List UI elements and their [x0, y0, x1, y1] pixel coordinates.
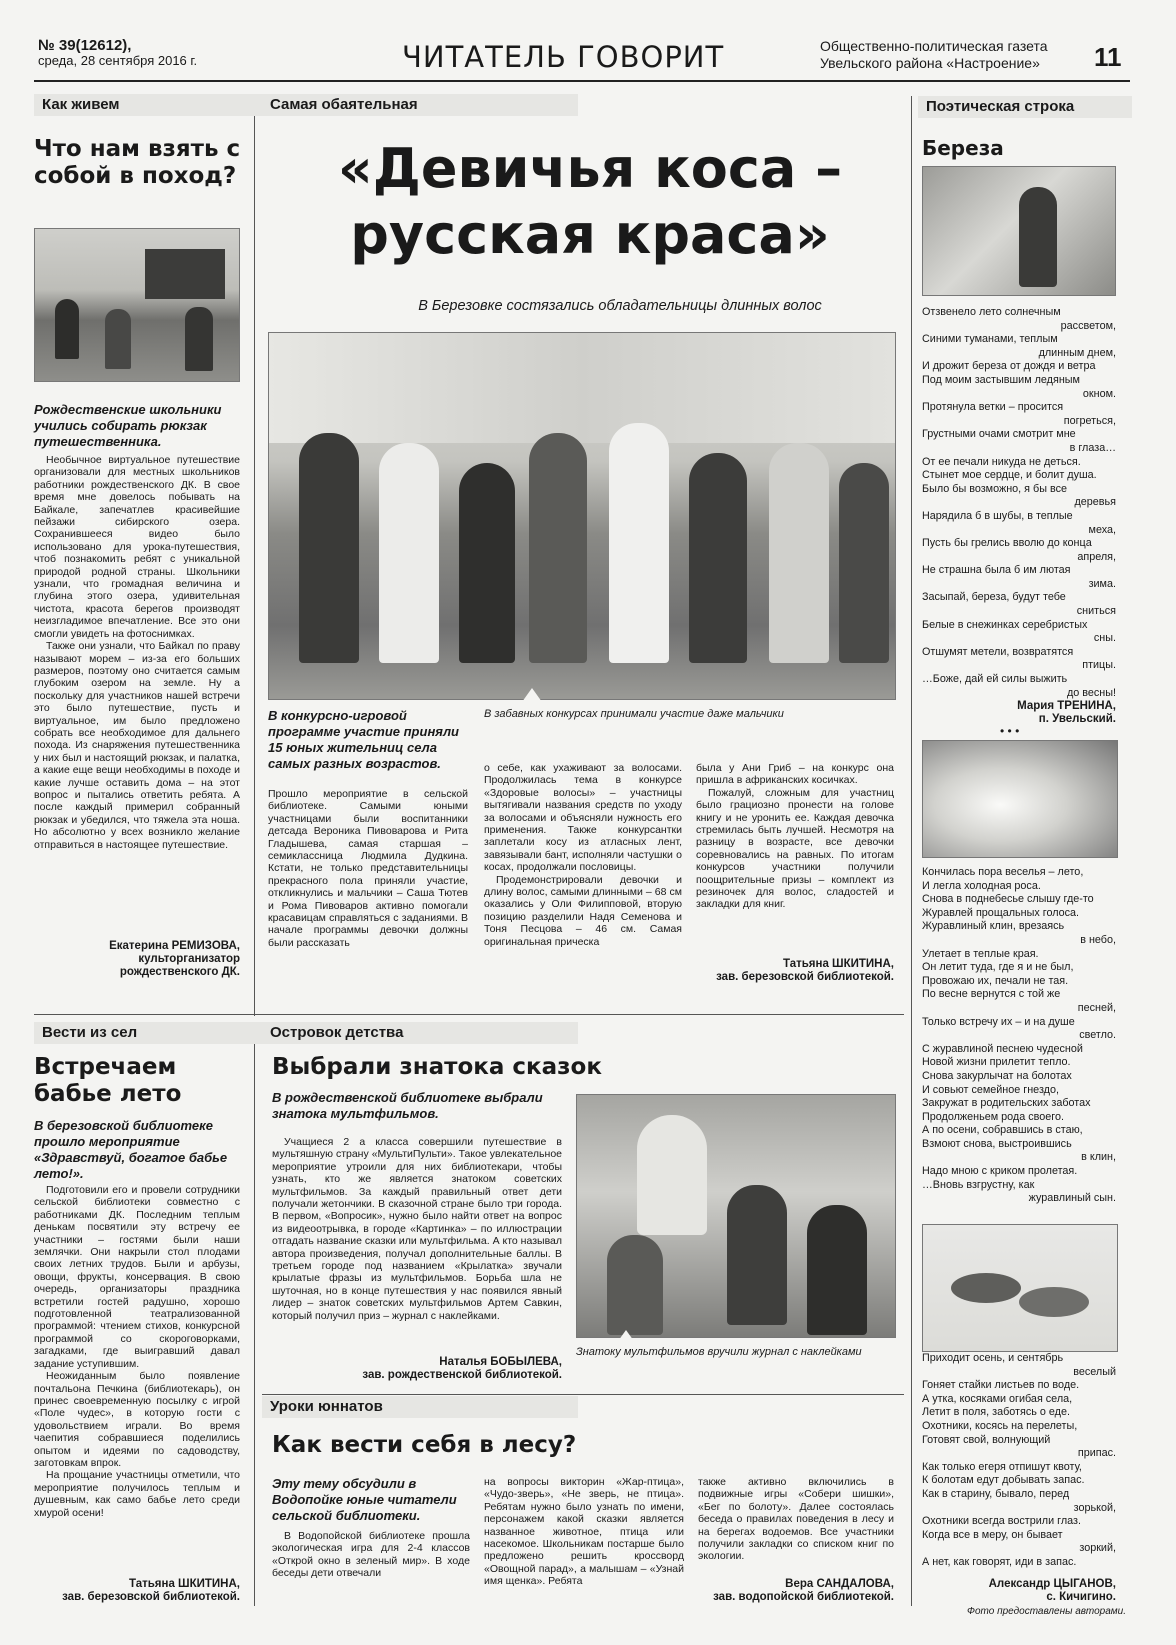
- rubric-uroki-yunnatov: Уроки юннатов: [262, 1396, 578, 1418]
- poem-line: Гоняет стайки листьев по воде.: [922, 1379, 1080, 1392]
- stars-divider: • • •: [1000, 724, 1020, 738]
- main-lead: В конкурсно-игровой программе участие приняли 15 юных жительниц села самых разных возрастов.: [268, 708, 459, 771]
- poem-line: до весны!: [1066, 686, 1116, 699]
- rubric-ostrovok-detstva: Островок детства: [262, 1022, 578, 1044]
- poem-line: Как в старину, бывало, перед: [922, 1487, 1070, 1500]
- article-headline: Что нам взять с собой в поход?: [34, 136, 241, 189]
- article-body: Учащиеся 2 а класса совершили путешествие в мультяшную страну «МультиПульти». Такое увлекательное мероприятие утроили для них библиотекари, чтобы узнать, кто же является знатоком советских мультфильмов. За каждый правильный ответ дети получали жетончики. В сказочной стране было три города. В первом, «Вопросик», нужно было найти ответ на вопрос из видеоотрывка, в городе «Картинка» – по иллюстрации отгадать название сказки или мультфильма. А кто называл автора произведения, получал дополнительные баллы. В третьем городе под названием «Крылатка» звучали крылатые фразы из мультфильмов. Борьба шла не шуточная, но в конце путешествия у нас появился явный лидер – знаток советских мультфильмов Артем Савкин, который получил приз – журнал с наклейками.: [272, 1136, 562, 1322]
- poem-line: птицы.: [1082, 659, 1116, 672]
- poem-line: светло.: [1079, 1029, 1116, 1042]
- column-divider: [911, 96, 912, 1606]
- poem-line: рассветом,: [1060, 319, 1116, 332]
- poem-line: С журавлиной песнею чудесной: [922, 1042, 1083, 1055]
- main-headline: «Девичья коса – русская краса»: [337, 137, 843, 266]
- poem-line: Когда все в меру, он бывает: [922, 1528, 1063, 1541]
- article-col2: на вопросы викторин «Жар-птица», «Чудо-зверь», «Не зверь, не птица». Ребятам нужно было узнать по имени, персонажем какой сказки является названное животное, птица или насекомое. Школьникам постарше было предложено решить кроссворд «Овощной парад», а малышам – «Узнай имя щенка». Ребята: [484, 1476, 684, 1588]
- main-photo-caption: В забавных конкурсах принимали участие даже мальчики: [484, 708, 784, 720]
- article-body: Необычное виртуальное путешествие организовали для местных школьников работники рождественского ДК. В свое время мне довелось побывать на Байкале, запечатлев красивейшие пейзажи сибирского озера. Сохранившееся видео было использовано для урока-путешествия, чтоб познакомить ребят с уникальной природой родной страны. Школьники узнали, что громадная величина и глубина этого озера, удивительная чистота, красота берегов производят неизгладимое впечатление. Все это они смогли увидеть на фотоснимках. Также они узнали, что Байкал по праву называют морем – из-за его больших размеров, поэтому оно считается самым глубоким озером на земле. Ну а поскольку для участников нашей встречи это было путешествие, пусть и виртуальное, им было предложено собрать все необходимое для дальнего похода. Из снаряжения путешественника у них был и настоящий рюкзак, и палатка, а какие еще вещи необходимы в походе и какие лучше оставить дома – на этот вопрос и пытались ответить ребята. А после каждый примерил собранный рюкзак и убедился, что тяжела эта ноша. Но абсолютно у всех возникло желание отправиться в настоящее путешествие.: [34, 454, 240, 851]
- poem-line: Грустными очами смотрит мне: [922, 428, 1076, 441]
- poem-line: Засыпай, береза, будут тебе: [922, 591, 1066, 604]
- article-lead: В рождественской библиотеке выбрали знатока мультфильмов.: [272, 1090, 543, 1121]
- poem-line: сниться: [1076, 605, 1116, 618]
- ducks-photo: [922, 1224, 1118, 1352]
- poem-line: длинным днем,: [1038, 346, 1116, 359]
- poem-line: А по осени, собравшись в стаю,: [922, 1124, 1083, 1137]
- main-col2: о себе, как ухаживают за волосами. Продолжилась тема в конкурсе «Здоровые волосы» – участницы вытягивали названия средств по уходу за волосами и объясняли нужность его применения. Также конкурсантки заплетали косу из атласных лент, завязывали бант, исполняли частушки о косах, продолжали пословицы. Продемонстрировали девочки и длину волос, самыми длинными – 68 см оказались у Оли Филипповой, вторую позицию разделили Надя Семенова и Тоня Песцова – 46 см. Самая оригинальная прическа: [484, 762, 682, 948]
- poem-line: апреля,: [1077, 550, 1116, 563]
- article-body: Подготовили его и провели сотрудники сельской библиотеки совместно с работниками ДК. Последним теплым денькам посвятили эту встречу ее участники – гостями были наши землячки. Они накрыли стол плодами своих летних трудов. Были и арбузы, овощи, фрукты, консервация. В свою очередь, организаторы праздника встретили гостей радушно, хорошо подготовленной театрализованной программой: чтением стихов, конкурсной программой со скороговорками, загадками, где выигравший давал задание уступившим. Неожиданным было появление почтальона Печкина (библиотекарь), он принес своевременную посылку с игрой «Поле чудес», в которую гости с удовольствием играли. Во время чаепития собравшиеся поделились опытом и идеями по садоводству, заготовкам впрок. На прощание участницы отметили, что мероприятие получилось теплым и душевным, как само бабье лето среди хмурой осени!: [34, 1184, 240, 1519]
- caption-marker-icon: [616, 1330, 636, 1344]
- poem-line: Не страшна была б им лютая: [922, 564, 1071, 577]
- poem-line: Стынет мое сердце, и болит душа.: [922, 469, 1097, 482]
- poem-line: От ее печали никуда не деться.: [922, 455, 1081, 468]
- poem-line: Взмоют снова, выстроившись: [922, 1137, 1072, 1150]
- poem-line: Нарядила б в шубы, в теплые: [922, 509, 1073, 522]
- poem-cranes: [922, 866, 1116, 1206]
- poem-line: Синими туманами, теплым: [922, 333, 1058, 346]
- poem-line: Снова закурлычат на болотах: [922, 1069, 1072, 1082]
- poem-line: Новой жизни прилетит тепло.: [922, 1056, 1071, 1069]
- poem-line: Журавлиный клин, врезаясь: [922, 920, 1065, 933]
- poem-line: деревья: [1074, 496, 1116, 509]
- main-subhead: В Березовке состязались обладательницы длинных волос: [418, 298, 822, 314]
- poem-line: Охотники, косясь на перелеты,: [922, 1419, 1078, 1432]
- library-children-photo: [576, 1094, 896, 1338]
- poem-line: Отзвенело лето солнечным: [922, 306, 1061, 318]
- poem-line: К болотам едут добывать запас.: [922, 1474, 1085, 1487]
- poem-line: зоркий,: [1079, 1542, 1116, 1555]
- poem-line: меха,: [1088, 523, 1116, 536]
- poem-line: Как только егеря отпишут квоту,: [922, 1460, 1082, 1473]
- poem-line: Отшумят метели, возвратятся: [922, 645, 1074, 658]
- row-divider: [34, 1014, 904, 1015]
- poem-line: зима.: [1088, 577, 1116, 590]
- poem-line: А утка, косяками огибая села,: [922, 1392, 1073, 1405]
- poem-line: Приходит осень, и сентябрь: [922, 1352, 1064, 1364]
- poem-line: И совьют семейное гнездо,: [922, 1083, 1059, 1096]
- poem-line: Охотники всегда вострили глаз.: [922, 1515, 1081, 1528]
- column-divider: [254, 96, 255, 1016]
- poem-line: окном.: [1082, 387, 1116, 400]
- poem-autumn: [922, 1352, 1116, 1570]
- poem-line: Провожаю их, печали не тая.: [922, 974, 1069, 987]
- poem-line: сны.: [1093, 632, 1116, 645]
- article-col1: В Водопойской библиотеке прошла экологическая игра для 2-4 классов «Открой окно в зеленый мир». В ходе беседы дети отвечали: [272, 1530, 470, 1580]
- birch-girl-photo: [922, 166, 1116, 296]
- poem-line: зорькой,: [1073, 1501, 1116, 1514]
- poem-line: Надо мною с криком пролетая.: [922, 1165, 1078, 1178]
- section-title: ЧИТАТЕЛЬ ГОВОРИТ: [402, 40, 725, 74]
- poem-line: …Вновь взгрустну, как: [922, 1178, 1035, 1191]
- poem-line: …Боже, дай ей силы выжить: [922, 673, 1068, 686]
- poem-line: Снова в поднебесье слышу где-то: [922, 893, 1094, 906]
- poem-line: в глаза…: [1069, 441, 1116, 454]
- girls-braids-photo: [268, 332, 896, 700]
- caption-marker-icon: [522, 688, 542, 702]
- poem-line: погреться,: [1063, 414, 1116, 427]
- school-photo: [34, 228, 240, 382]
- poem-line: песней,: [1077, 1001, 1116, 1014]
- issue-date: среда, 28 сентября 2016 г.: [38, 53, 198, 68]
- main-author: Татьяна ШКИТИНА, зав. березовской библиотекой.: [716, 958, 894, 983]
- poem3-author: Александр ЦЫГАНОВ, с. Кичигино.: [988, 1578, 1116, 1603]
- poem-line: Только встречу их – и на душе: [922, 1015, 1075, 1028]
- article-author: Татьяна ШКИТИНА, зав. березовской библиотекой.: [62, 1578, 240, 1603]
- poem-line: Белые в снежинках серебристых: [922, 618, 1088, 631]
- poem-line: Журавлей прощальных голоса.: [922, 906, 1080, 919]
- poem-title: Береза: [922, 136, 1004, 160]
- poem-line: Было бы возможно, я бы все: [922, 482, 1067, 495]
- poem-line: Готовят свой, волнующий: [922, 1433, 1051, 1446]
- article-headline: Встречаем бабье лето: [34, 1054, 182, 1107]
- photo-credit: Фото предоставлены авторами.: [967, 1606, 1126, 1617]
- rubric-poeticheskaya-stroka: Поэтическая строка: [918, 96, 1132, 118]
- rubric-kak-zhivem: Как живем: [34, 94, 262, 116]
- poem-line: Под моим застывшим ледяным: [922, 373, 1080, 386]
- poem-line: Пусть бы грелись вволю до конца: [922, 537, 1092, 550]
- cranes-photo: [922, 740, 1118, 858]
- article-col3: также активно включились в подвижные игры «Собери шишки», «Бег по болоту». Далее состоялась беседа о правилах поведения в лесу и на берегах водоемов. Все участники получили закладки со списком книг по экологии.: [698, 1476, 894, 1563]
- issue-number: № 39(12612),: [38, 37, 132, 54]
- article-headline: Выбрали знатока сказок: [272, 1054, 602, 1080]
- poem-line: Закружат в родительских заботах: [922, 1097, 1091, 1110]
- rubric-vesti-iz-sel: Вести из сел: [34, 1022, 262, 1044]
- photo-caption: Знатоку мультфильмов вручили журнал с наклейками: [576, 1346, 862, 1358]
- poem-line: в клин,: [1081, 1151, 1116, 1164]
- article-lead: В березовской библиотеке прошло мероприятие «Здравствуй, богатое бабье лето!».: [34, 1118, 228, 1181]
- poem-line: И легла холодная роса.: [922, 879, 1041, 892]
- poem-line: Улетает в теплые края.: [922, 947, 1039, 960]
- article-author: Наталья БОБЫЛЕВА, зав. рождественской библиотекой.: [362, 1356, 562, 1381]
- main-col3: была у Ани Гриб – на конкурс она пришла в африканских косичках. Пожалуй, сложным для участниц было грациозно пронести на голове книгу и не уронить ее. Каждая девочка стремилась быть лучшей. Несмотря на разницу в возрасте, все девочки соревновались на равных. По итогам конкурсов участники получили поощрительные призы – комплект из резиночек для волос, сладостей и закладки для книг.: [696, 762, 894, 911]
- poem-line: И дрожит береза от дождя и ветра: [922, 360, 1096, 373]
- poem-line: веселый: [1073, 1365, 1116, 1378]
- poem-line: Протянула ветки – просится: [922, 401, 1064, 414]
- row-divider: [262, 1394, 904, 1395]
- poem-line: Кончилась пора веселья – лето,: [922, 866, 1084, 878]
- main-col1: Прошло мероприятие в сельской библиотеке. Самыми юными участницами были воспитанники детсада Вероника Пивоварова и Рита Гладышева, самая старшая – семиклассница Людмила Дудкина. Кстати, не только представительницы прекрасного пола приняли участие, откликнулись и мальчики – Саша Тютев и Рома Пивоваров активно помогали красавицам справляться с заданиями. В начале программы девочки должны были рассказать: [268, 788, 468, 949]
- rubric-samaya-obayatelnaya: Самая обаятельная: [262, 94, 578, 116]
- article-author: Екатерина РЕМИЗОВА, культорганизатор рождественского ДК.: [109, 940, 240, 978]
- page-number: 11: [1094, 42, 1122, 72]
- poem-line: Летит в поля, заботясь о еде.: [922, 1406, 1070, 1419]
- poem-line: журавлиный сын.: [1028, 1192, 1116, 1205]
- article-headline: Как вести себя в лесу?: [272, 1432, 577, 1458]
- article-author: Вера САНДАЛОВА, зав. водопойской библиотекой.: [713, 1578, 894, 1603]
- poem1-author: Мария ТРЕНИНА, п. Увельский.: [1017, 700, 1116, 725]
- poem-line: в небо,: [1080, 933, 1116, 946]
- poem-line: А нет, как говорят, иди в запас.: [922, 1555, 1077, 1568]
- poem-line: По весне вернутся с той же: [922, 988, 1061, 1001]
- article-lead: Рождественские школьники учились собирать рюкзак путешественника.: [34, 402, 222, 449]
- poem-line: припас.: [1077, 1447, 1116, 1460]
- article-lead: Эту тему обсудили в Водопойке юные читатели сельской библиотеки.: [272, 1476, 457, 1523]
- poem-berezka: [922, 306, 1116, 700]
- issue-info: [38, 38, 197, 68]
- poem-line: Он летит туда, где я и не был,: [922, 961, 1074, 974]
- header-rule: [34, 80, 1130, 82]
- paper-name: Общественно-политическая газета Увельского района «Настроение»: [820, 38, 1048, 71]
- column-divider: [254, 1022, 255, 1606]
- poem-line: Продолженьем рода своего.: [922, 1110, 1064, 1123]
